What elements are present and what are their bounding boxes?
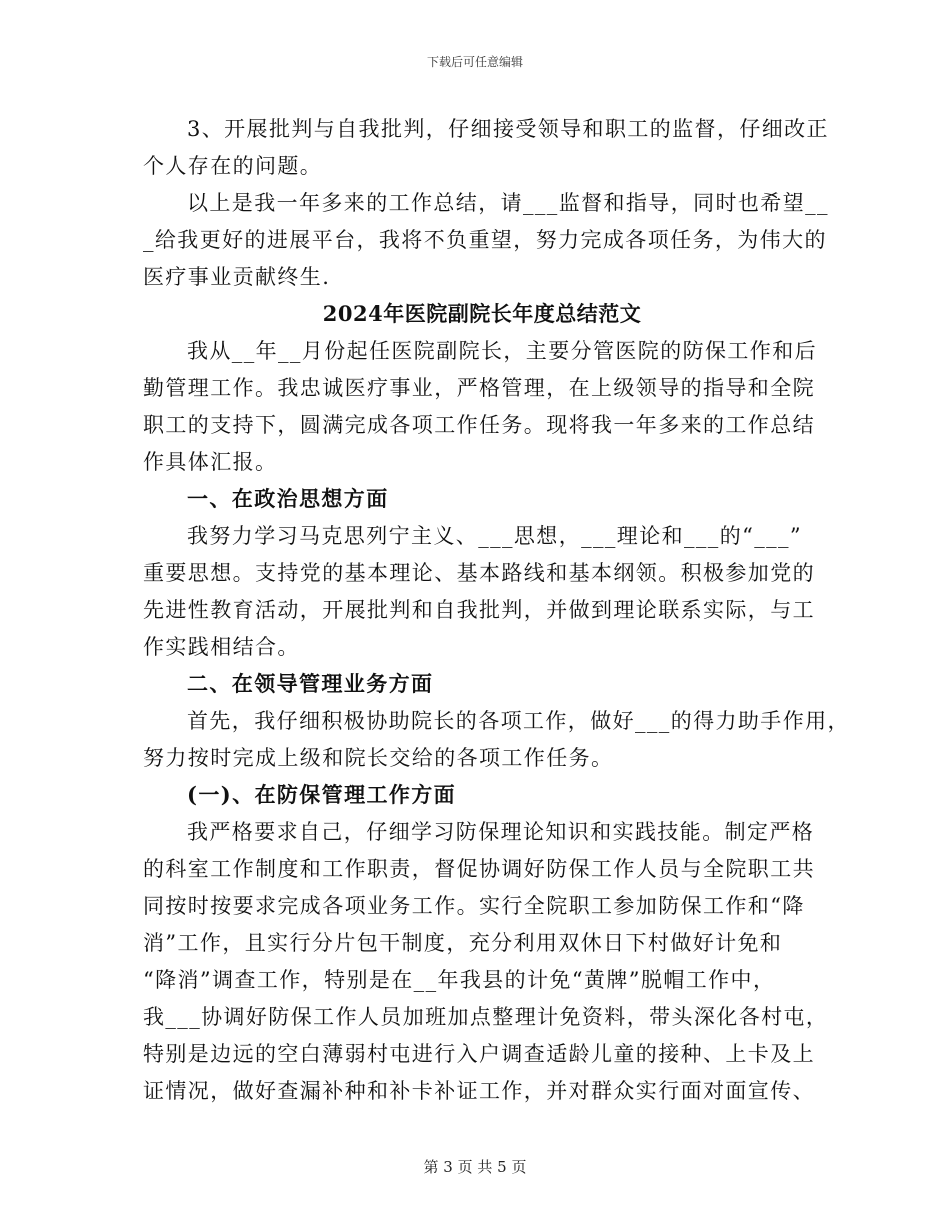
paragraph-line: 我___协调好防保工作人员加班加点整理计免资料，带头深化各村屯， [143, 1005, 829, 1029]
paragraph-line: 医疗事业贡献终生. [143, 265, 331, 289]
paragraph-line: 作实践相结合。 [143, 635, 300, 659]
page-number: 第 3 页 共 5 页 [423, 1158, 527, 1176]
document-title: 2024年医院副院长年度总结范文 [322, 301, 642, 326]
paragraph-line: 我从__年__月份起任医院副院长，主要分管医院的防保工作和后 [187, 339, 817, 363]
paragraph-line: 特别是边远的空白薄弱村屯进行入户调查适龄儿童的接种、上卡及上 [143, 1042, 815, 1066]
paragraph-line: 重要思想。支持党的基本理论、基本路线和基本纲领。积极参加党的 [143, 561, 815, 585]
paragraph-line: 个人存在的问题。 [143, 154, 323, 178]
paragraph-line: _给我更好的进展平台，我将不负重望，努力完成各项任务，为伟大的 [143, 228, 827, 252]
paragraph-line: 努力按时完成上级和院长交给的各项工作任务。 [143, 746, 614, 770]
paragraph-line: 证情况，做好查漏补种和补卡补证工作，并对群众实行面对面宣传、 [143, 1079, 815, 1103]
section-heading: 二、在领导管理业务方面 [187, 671, 434, 696]
paragraph-line: 消”工作，且实行分片包干制度，充分利用双休日下村做好计免和 [143, 931, 783, 955]
paragraph-line: 先进性教育活动，开展批判和自我批判，并做到理论联系实际，与工 [143, 598, 815, 622]
paragraph-line: 作具体汇报。 [143, 450, 278, 474]
paragraph-line: 的科室工作制度和工作职责，督促协调好防保工作人员与全院职工共 [143, 857, 815, 881]
paragraph-line: 以上是我一年多来的工作总结，请___监督和指导，同时也希望__ [187, 191, 829, 215]
paragraph-line: 我严格要求自己，仔细学习防保理论知识和实践技能。制定严格 [187, 820, 815, 844]
page-header: 下载后可任意编辑 [426, 55, 523, 69]
paragraph-line: “降消”调查工作，特别是在__年我县的计免“黄牌”脱帽工作中， [143, 968, 776, 992]
paragraph-line: 勤管理工作。我忠诚医疗事业，严格管理，在上级领导的指导和全院 [143, 376, 815, 400]
paragraph-line: 职工的支持下，圆满完成各项工作任务。现将我一年多来的工作总结 [143, 413, 815, 437]
paragraph-line: 首先，我仔细积极协助院长的各项工作，做好___的得力助手作用， [187, 709, 850, 733]
section-heading: 一、在政治思想方面 [187, 486, 389, 511]
paragraph-line: 我努力学习马克思列宁主义、___思想，___理论和___的“___” [187, 524, 803, 548]
paragraph-line: 同按时按要求完成各项业务工作。实行全院职工参加防保工作和“降 [143, 894, 805, 918]
paragraph-line: 3、开展批判与自我批判，仔细接受领导和职工的监督，仔细改正 [187, 117, 829, 141]
document-body [143, 112, 850, 1111]
subsection-heading: (一)、在防保管理工作方面 [187, 782, 457, 807]
